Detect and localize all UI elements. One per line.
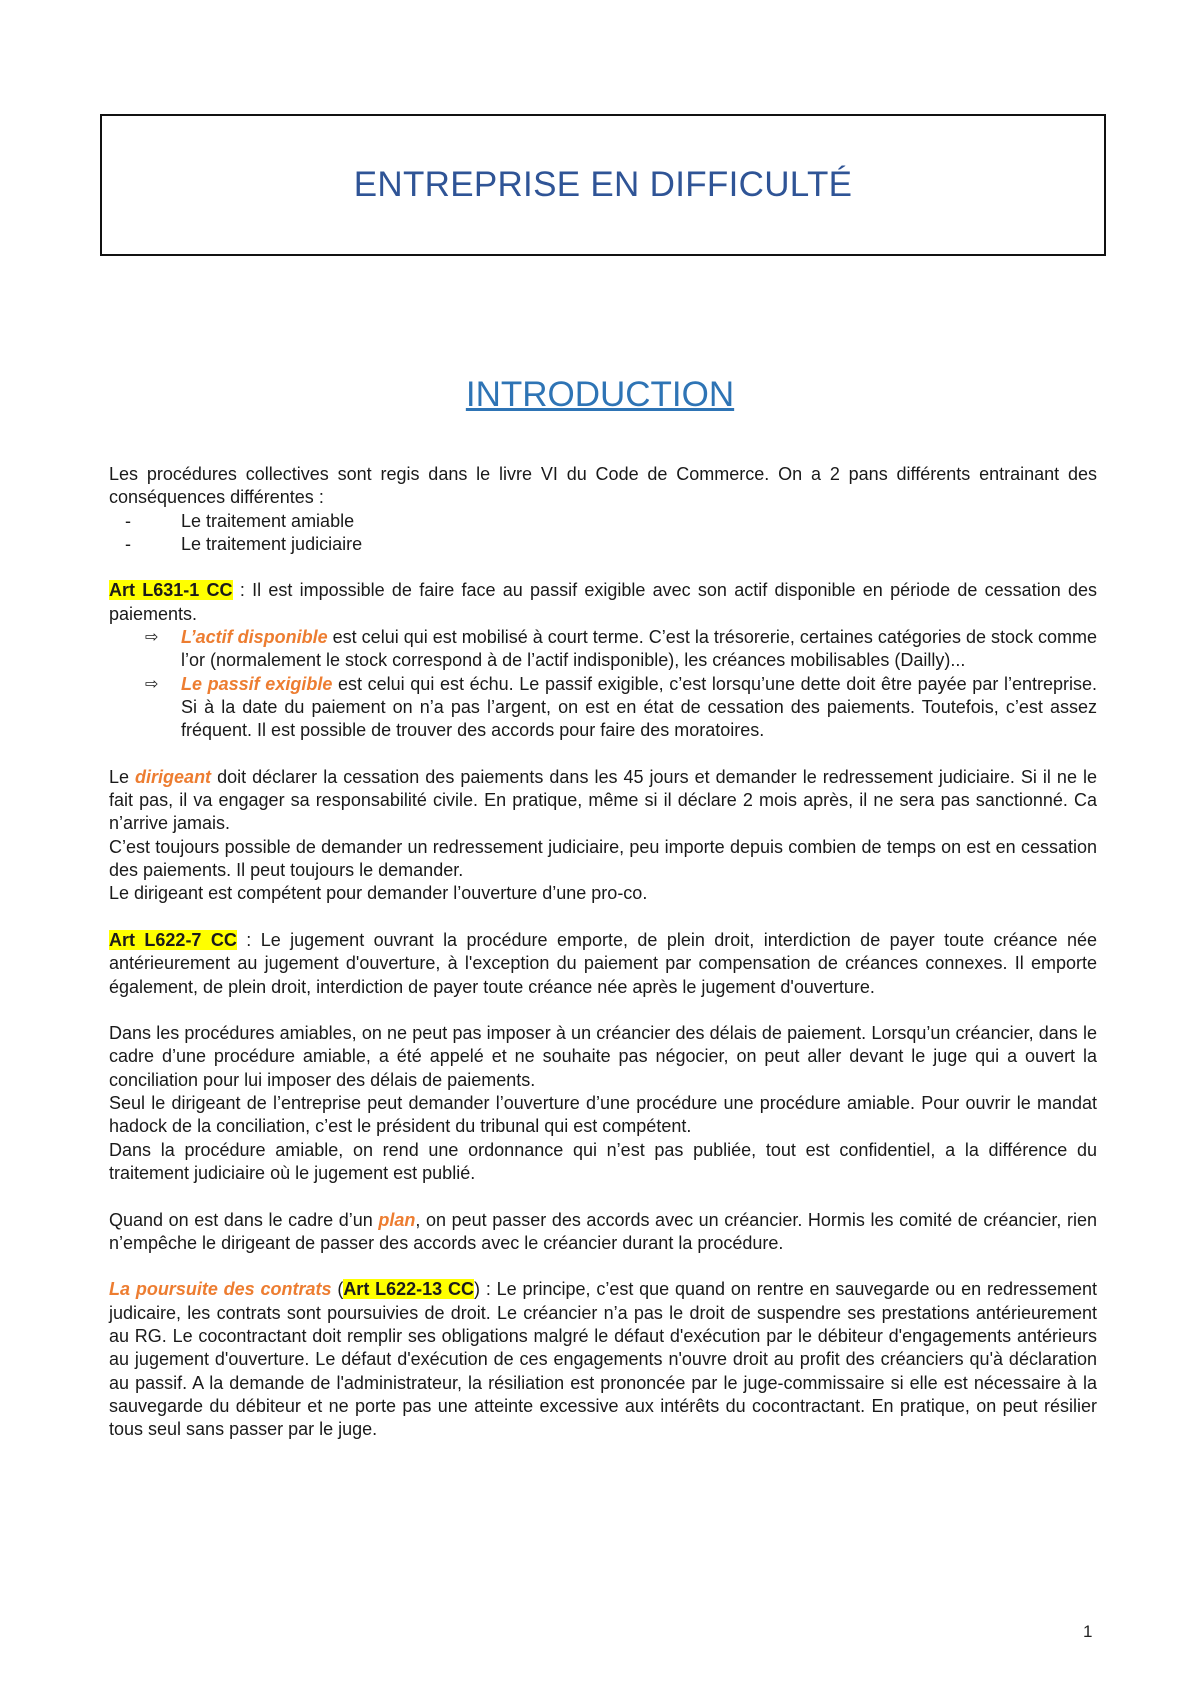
plan-paragraph: Quand on est dans le cadre d’un plan, on peut passer des accords avec un créancier. Hormis les comité de créancier, rien n’empêche le dirigeant de passer des accords avec le créancier durant la procédure. (109, 1209, 1097, 1253)
paragraph: Seul le dirigeant de l’entreprise peut demander l’ouverture d’une procédure une procédure amiable. Pour ouvrir le mandat hadock de la conciliation, c’est le président du tribunal qui est compétent. (109, 1093, 1097, 1137)
article-reference: Art L622-7 CC (109, 929, 237, 950)
definition-list (109, 626, 1097, 742)
list-item: - Le traitement amiable (109, 510, 1097, 533)
list-item: ⇨ L’actif disponible est celui qui est mobilisé à court terme. C’est la trésorerie, certaines catégories de stock comme l’or (normalement le stock correspond à de l’actif indisponible), les créances mobilisables (Dailly)... (145, 627, 1097, 671)
article-reference: Art L622-13 CC (343, 1279, 474, 1300)
paragraph: C’est toujours possible de demander un redressement judiciaire, peu importe depuis combien de temps on est en cessation des paiements. Il peut toujours le demander. (109, 836, 1097, 881)
document-title: ENTREPRISE EN DIFFICULTÉ (353, 165, 853, 204)
article-reference: Art L631-1 CC (109, 580, 233, 601)
term: dirigeant (135, 766, 212, 787)
section-title: INTRODUCTION (465, 375, 735, 414)
article-l622-7-paragraph: Art L622-7 CC : Le jugement ouvrant la procédure emporte, de plein droit, interdiction de payer toute créance née antérieurement au jugement d'ouverture, à l'exception du paiement par compensation de créances connexes. Il emporte également, de plein droit, interdiction de payer toute créance née après le jugement d'ouverture. (109, 929, 1098, 997)
treatment-list (109, 510, 1097, 557)
list-item: ⇨ Le passif exigible est celui qui est échu. Le passif exigible, c’est lorsqu’une dette doit être payée par l’entreprise. Si à la date du paiement on n’a pas l’argent, on est en état de cessation des paiements. Toutefois, c’est assez fréquent. Il est possible de trouver des accords pour faire des moratoires. (145, 673, 1098, 741)
dash-bullet: - (125, 510, 131, 531)
arrow-right-icon: ⇨ (145, 675, 159, 693)
paragraph: Dans les procédures amiables, on ne peut pas imposer à un créancier des délais de paiement. Lorsqu’un créancier, dans le cadre d’une procédure amiable, a été appelé et ne souhaite pas négocier, on peut aller devant le juge qui a ouvert la conciliation pour lui imposer des délais de paiements. (109, 1023, 1097, 1090)
term: La poursuite des contrats (109, 1279, 332, 1300)
arrow-right-icon: ⇨ (145, 629, 159, 647)
page-number: 1 (1083, 1622, 1093, 1641)
intro-paragraph: Les procédures collectives sont regis dans le livre VI du Code de Commerce. On a 2 pans différents entrainant des conséquences différentes : (109, 464, 1097, 508)
dirigeant-paragraph: Le dirigeant doit déclarer la cessation des paiements dans les 45 jours et demander le redressement judiciaire. Si il ne le fait pas, il va engager sa responsabilité civile. En pratique, même si il déclare 2 mois après, il ne sera pas sanctionné. Ca n’arrive jamais. (109, 766, 1097, 834)
term: plan (378, 1209, 416, 1230)
paragraph: Le dirigeant est compétent pour demander l’ouverture d’une pro-co. (109, 883, 648, 904)
contrats-paragraph: La poursuite des contrats (Art L622-13 CC) : Le principe, c’est que quand on rentre en sauvegarde ou en redressement judicaire, les contrats sont poursuivies de droit. Le créancier n’a pas le droit de suspendre ses prestations antérieurement au RG. Le cocontractant doit remplir ses obligations malgré le défaut d'exécution par le débiteur d'engagements antérieurs au jugement d'ouverture. Le défaut d'exécution de ces engagements n'ouvre droit au profit des créanciers qu'à déclaration au passif. A la demande de l'administrateur, la résiliation est prononcée par le juge-commissaire si elle est nécessaire à la sauvegarde du débiteur et ne porte pas une atteinte excessive aux intérêts du cocontractant. En pratique, on peut résilier tous seul sans passer par le juge. (109, 1279, 1097, 1440)
title-box (100, 114, 1106, 256)
document-body (109, 463, 1097, 1441)
dash-bullet: - (125, 533, 131, 554)
article-l631-1-paragraph: Art L631-1 CC : Il est impossible de faire face au passif exigible avec son actif disponible en période de cessation des paiements. (109, 580, 1098, 624)
term: Le passif exigible (181, 673, 333, 694)
list-item: - Le traitement judiciaire (109, 533, 1097, 556)
term: L’actif disponible (181, 627, 328, 648)
paragraph: Dans la procédure amiable, on rend une ordonnance qui n’est pas publiée, tout est confidentiel, a la différence du traitement judiciaire où le jugement est publié. (109, 1139, 1097, 1183)
